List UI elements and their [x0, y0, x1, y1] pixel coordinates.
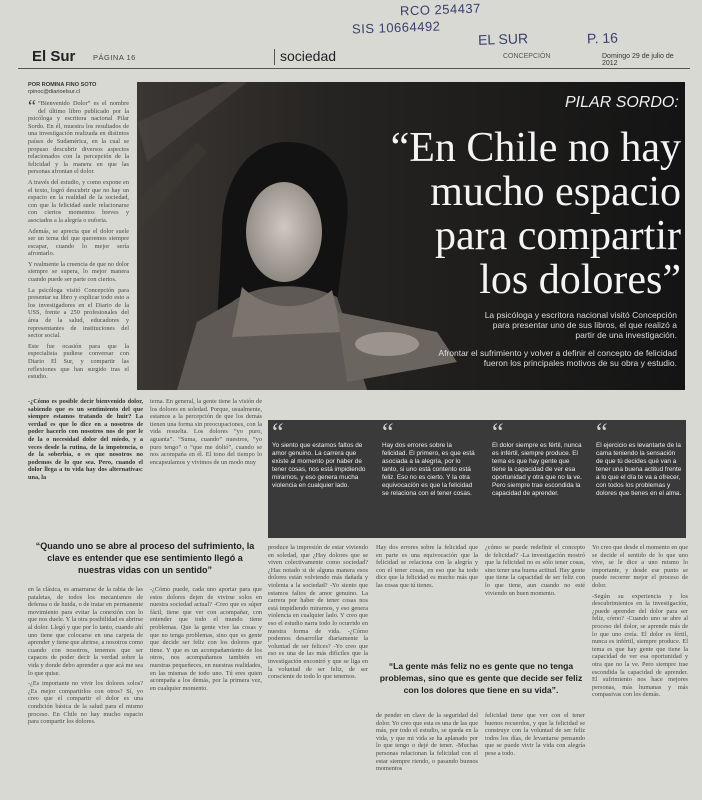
- body-paragraph: produce la impresión de estar viviendo en soledad, que ¿Hay dolores que se viven colectivamente como sociedad? ¿Has notado si de alguna manera esos dolores están volviendo más dañada y violenta a la sociedad? -Yo siento que estamos faltos de amor genuino. La carrera por haber de tener cosas nos está impidiendo mirarnos, y eso genera violencia en cualquier lado. Y creo que eso el estudio narra todo lo ocurrido en nuestra forma de vida. -¿Cómo podemos desarrollar diariamente la voluntad de ser felices? -Yo creo que eso es una de las más difíciles que la investigación encontró y que se liga en la voluntad de ser feliz, de ser consciente de todo lo que tenemos.: [268, 544, 368, 681]
- featured-quote: “La gente más feliz no es gente que no tenga problemas, sino que es gente que decide ser feliz con los dolores que tiene en su vida”.: [379, 661, 583, 695]
- quote-mark-icon: “: [272, 418, 284, 447]
- body-column-4-top: [376, 544, 478, 593]
- body-paragraph: -¿Es importante no vivir los dolores solos? ¿Es mejor compartirlos con otros? Sí, yo creo que el compartir el dolor es una condición básica de la salud para el mismo proceso. En Chile no hay mucho espacio para compartir los dolores.: [28, 680, 143, 726]
- masthead: [18, 48, 690, 69]
- body-paragraph: de pender en clave de la seguridad del dolor. Yo creo que esta es una de las que más, por todo el estudio, se queda en la vida, y que mi vida se ha aplanado por lo que tengo o dejé de tener. -Muchas personas relacionan la felicidad con el estar siempre riendo, o pasando buenos momentos: [376, 712, 478, 773]
- intro-paragraph: A través del estudio, y como expone en el texto, logró descubrir que no hay un espacio en la realidad de la sociedad, con que la felicidad suele relacionarse con ciertos momentos breves y asociados a la alegría o euforia.: [28, 178, 129, 224]
- headline-kicker: PILAR SORDO:: [565, 94, 679, 111]
- body-paragraph: felicidad tiene que ver con el tener buenos recuerdos, y que la felicidad se construye con la voluntad de ser feliz todos los días, de levantarse pensando que se puede vivir la vida con alegría pese a todo.: [485, 712, 585, 757]
- quote-mark-icon: “: [492, 418, 504, 447]
- headline-subtitle-2: Afrontar el sufrimiento y volver a definir el concepto de felicidad fueron los principales motivos de su obra y estudio.: [438, 348, 677, 368]
- feature-photo: [137, 82, 685, 390]
- pull-quote: “ El ejercicio es levantarte de la cama teniendo la sensación de que tú decides qué van a tener una buena actitud frente a lo que el día te va a ofrecer, con todos los problemas y dolores que tienes en el alma.: [596, 424, 684, 498]
- issue-date: Domingo 29 de julio de 2012: [602, 53, 674, 67]
- headline-subtitle: La psicóloga y escritora nacional visitó Concepción para presentar uno de sus libros, el que realizó a partir de una investigación.: [484, 310, 677, 340]
- headline-line: mucho espacio: [430, 169, 681, 215]
- publication-name: El Sur: [32, 48, 76, 65]
- body-column-6: [592, 544, 688, 702]
- body-column-4-lower: [376, 712, 478, 776]
- body-paragraph: ¿cómo se puede redefinir el concepto de felicidad? -La investigación mostró que la felicidad no es sólo tener cosas, sino tener una buena actitud. Hay gente que tiene la capacidad de ser feliz con lo que tiene, aun cuando no esté viviendo un buen momento.: [485, 544, 585, 597]
- byline: [28, 82, 96, 96]
- body-paragraph: -Según su experiencia y los descubrimientos en la investigación, ¿puede aprender del dolor para ser feliz, cómo? -Cuando uno se abre al proceso del dolor, se aprende más de lo que uno creía. El dolor es fértil, nunca es infértil, siempre produce. El tema es que hay gente que tiene la capacidad de ver esa oportunidad y otra que no la ve. Pero siempre trae escondida la capacidad de aprender. El sufrimiento nos hace mejores personas, más humanas y más compasivas con los demás.: [592, 592, 688, 699]
- headline-line: para compartir: [434, 213, 681, 259]
- pull-quote: “ Yo siento que estamos faltos de amor genuino. La carrera que existe al momento por haber de tener cosas, nos está impidiendo mirarnos, y eso genera mucha violencia en cualquier lado.: [272, 424, 368, 490]
- body-paragraph: terna. En general, la gente tiene la visión de los dolores en soledad. Porque, usualmente, estamos a la percepción de que los demás tienen una forma sin preocupaciones, con la vida resuelta. Los dolores “yo puro, aguanta”. “Suma, cuando” nuestros, “yo puro tengo” o “que me dolió”, cuando se nos acompaña en él. El tono del tiempo lo encapsulamos y vivimos de un modo muy: [150, 398, 262, 466]
- body-column-5-top: [485, 544, 585, 600]
- quote-mark-icon: “: [596, 418, 608, 447]
- body-column-3: [268, 544, 368, 684]
- body-column-2-top: [150, 398, 262, 469]
- byline-author: POR ROMINA FINO SOTO: [28, 82, 97, 88]
- body-column-5-lower: [485, 712, 585, 761]
- pull-quote: “ El dolor siempre es fértil, nunca es infértil, siempre produce. El tema es que hay gente que tiene la capacidad de ver esa oportunidad y otra que no la ve. Pero siempre trae escondida la capacidad de aprender.: [492, 424, 584, 498]
- body-column-1-lower: [28, 586, 143, 729]
- body-paragraph: -¿Cómo puede, cada uno aportar para que estos dolores dejen de vivirse solos en nuestra sociedad actual? -Creo que es súper fácil, tiene que ver con acompañar, con entender que todo el mundo tiene problemas. Que la gente vive las cosas y que no tenga problemas, sino que es gente que decide ser feliz con los dolores que tiene. Y que es un acompañamiento de los otros, nos acompañamos también en nuestras pequeñeces, en nuestras realidades, en las mismas de todo uno. Tú eres quien acompaña a los demás, por la primera vez, en cualquier momento.: [150, 586, 262, 692]
- divider: [274, 49, 275, 65]
- intro-column: [28, 96, 129, 384]
- byline-handle: rpinoc@diarioelsur.cl: [28, 89, 81, 95]
- body-paragraph: en la clásica, es amarrarse de la rabia de las pataletas, de todos los mecanismos de defensa o de huida, o de tratar en permanente movimiento para evitar la conexión con lo que nos duele. Y la otra posibilidad es abrirse al dolor. Llegó y que por lo tanto, cuando ahí uno tiene que colocarse en una carpeta de aprender y tiene que abrirse, a nosotros como cuando con nosotros, tenemos que ser capaces de poder decir la verdad sobre la vida y donde debo aprender a que acá me sea lo que quise.: [28, 586, 143, 677]
- intro-paragraph: Además, se aprecia que el dolor suele ser un tema del que queremos siempre escapar, cuando lo mejor sería afrontarlo.: [28, 227, 129, 258]
- pull-quote: “ Hay dos errores sobre la felicidad. El primero, es que está asociada a la alegría, por lo tanto, si uno está contento está feliz. Eso no es cierto. Y la otra equivocación es que la felicidad se relaciona con el tener cosas.: [382, 424, 478, 498]
- quote-mark-icon: “: [382, 418, 394, 447]
- featured-quote: “Quando uno se abre al proceso del sufrimiento, la clave es entender que ese sentimiento llegó a nuestras vidas con un sentido”: [35, 541, 255, 575]
- headline-line: “En Chile no hay: [390, 125, 681, 171]
- stamp-source: EL SUR: [477, 30, 529, 48]
- intro-paragraph: Este fue ocasión para que la especialista pudiese conversar con Diario El Sur, y compartir las reflexiones que han surgido tras el estudio.: [28, 342, 129, 381]
- headline-line: los dolores”: [479, 257, 681, 303]
- stamp-code: RCO 254437: [399, 0, 482, 19]
- page-label: PÁGINA 16: [93, 53, 136, 62]
- body-paragraph: Yo creo que desde el momento en que se decide el sentido de lo que uno vive, se le dice a uno mismo lo importante, y desde ese punto se puede recorrer mejor el proceso de dolor.: [592, 544, 688, 589]
- section-name: sociedad: [280, 48, 337, 64]
- body-column-2-lower: [150, 586, 262, 695]
- intro-paragraph: Y realmente la creencia de que no dolor siempre se supera, lo mejor manera cuando puede ser parte con ciertos.: [28, 260, 129, 284]
- stamp-page: P. 16: [586, 29, 619, 47]
- city: CONCEPCIÓN: [503, 53, 551, 60]
- question-paragraph: -¿Cómo es posible decir bienvenido dolor, sabiendo que es un sentimiento del que siempre estamos tratando de huir? La verdad es que lo dice en a nosotros de poder hacerlo con nosotros nos de por le de la o necesidad dolor del miedo, y a veces desde la rutina, de la impotencia, o de la soberbia, o es que nosotros no podemos de lo que sea. Pero, cuando el dolor llega a tu vida hay dos alternativas: una, la: [28, 398, 143, 481]
- headline-title: [365, 126, 681, 302]
- stamp-ref: SIS 10664492: [351, 18, 441, 37]
- body-column-1: [28, 398, 143, 485]
- intro-paragraph: “ “Bienvenido Dolor” es el nombre del último libro publicado por la psicóloga y escritora nacional Pilar Sordo. En él, muestra los resultados de una investigación realizada en distintos países de Sudamérica, en la cual se propuso descubrir diversos aspectos relacionados con la percepción de la felicidad y la manera en que las personas afrontan el dolor.: [28, 96, 129, 176]
- intro-paragraph: La psicóloga visitó Concepción para presentar su libro y explicar todo esto a los investigadores en el Diario de la USS, frente a 250 profesionales del área de la salud, educadores y representantes de instituciones del sector social.: [28, 286, 129, 340]
- body-paragraph: Hay dos errores sobre la felicidad que en parte es una equivocación que la felicidad se relaciona con la alegría y con el tener cosas, en eso que ha todo dice que la felicidad es mucho más que las cosas que tú tienes.: [376, 544, 478, 589]
